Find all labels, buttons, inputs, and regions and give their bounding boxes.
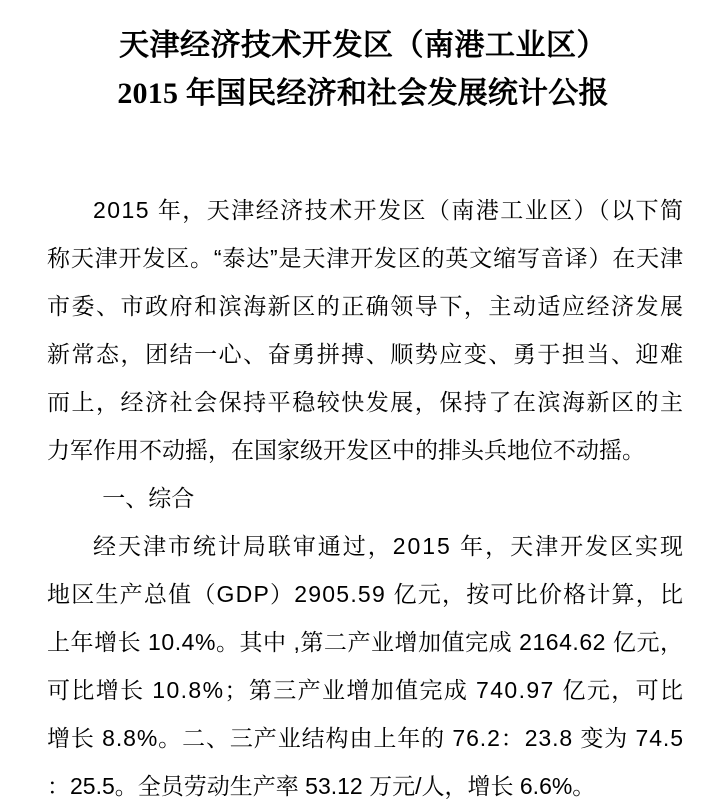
line-text: 新常态，团结一心、奋勇拼搏、顺势应变、勇于担当、迎难 (47, 341, 685, 367)
line-text: 上年增长 10.4%。其中 ,第二产业增加值完成 2164.62 亿元， (47, 629, 684, 655)
title-line-2: 2015 年国民经济和社会发展统计公报 (117, 77, 609, 110)
line-text: 2015 年，天津经济技术开发区（南港工业区）（以下简 (93, 197, 685, 223)
line-text: 增长 8.8%。二、三产业结构由上年的 76.2：23.8 变为 74.5 (47, 725, 684, 751)
paragraph-intro-line (47, 330, 683, 378)
line-text: 经天津市统计局联审通过，2015 年，天津开发区实现 (93, 533, 685, 559)
paragraph-overview-line (47, 570, 683, 618)
line-text: 地区生产总值（GDP）2905.59 亿元，按可比价格计算，比 (47, 581, 685, 607)
line-text: 称天津开发区。“泰达”是天津开发区的英文缩写音译）在天津 (47, 245, 684, 271)
paragraph-overview-line (47, 618, 683, 666)
paragraph-intro-line (47, 186, 683, 234)
line-text: 而上，经济社会保持平稳较快发展，保持了在滨海新区的主 (47, 389, 685, 415)
paragraph-intro-line (47, 234, 683, 282)
paragraph-intro-line (47, 378, 683, 426)
line-text: 市委、市政府和滨海新区的正确领导下，主动适应经济发展 (47, 293, 685, 319)
paragraph-intro (47, 186, 683, 474)
paragraph-overview-line (47, 714, 683, 762)
paragraph-overview-line (47, 522, 683, 570)
line-text: 力军作用不动摇，在国家级开发区中的排头兵地位不动摇。 (47, 437, 645, 463)
document-title (0, 22, 726, 118)
line-text: ：25.5。全员劳动生产率 53.12 万元/人，增长 6.6%。 (47, 773, 596, 799)
paragraph-overview (47, 522, 683, 810)
document-body (47, 186, 683, 810)
paragraph-overview-line (47, 762, 683, 810)
section-heading-comprehensive: 一、综合 (102, 485, 195, 511)
paragraph-overview-line (47, 666, 683, 714)
paragraph-intro-line (47, 282, 683, 330)
title-line-1: 天津经济技术开发区（南港工业区） (119, 29, 607, 62)
line-text: 可比增长 10.8%；第三产业增加值完成 740.97 亿元，可比 (47, 677, 685, 703)
paragraph-intro-line (47, 426, 683, 474)
